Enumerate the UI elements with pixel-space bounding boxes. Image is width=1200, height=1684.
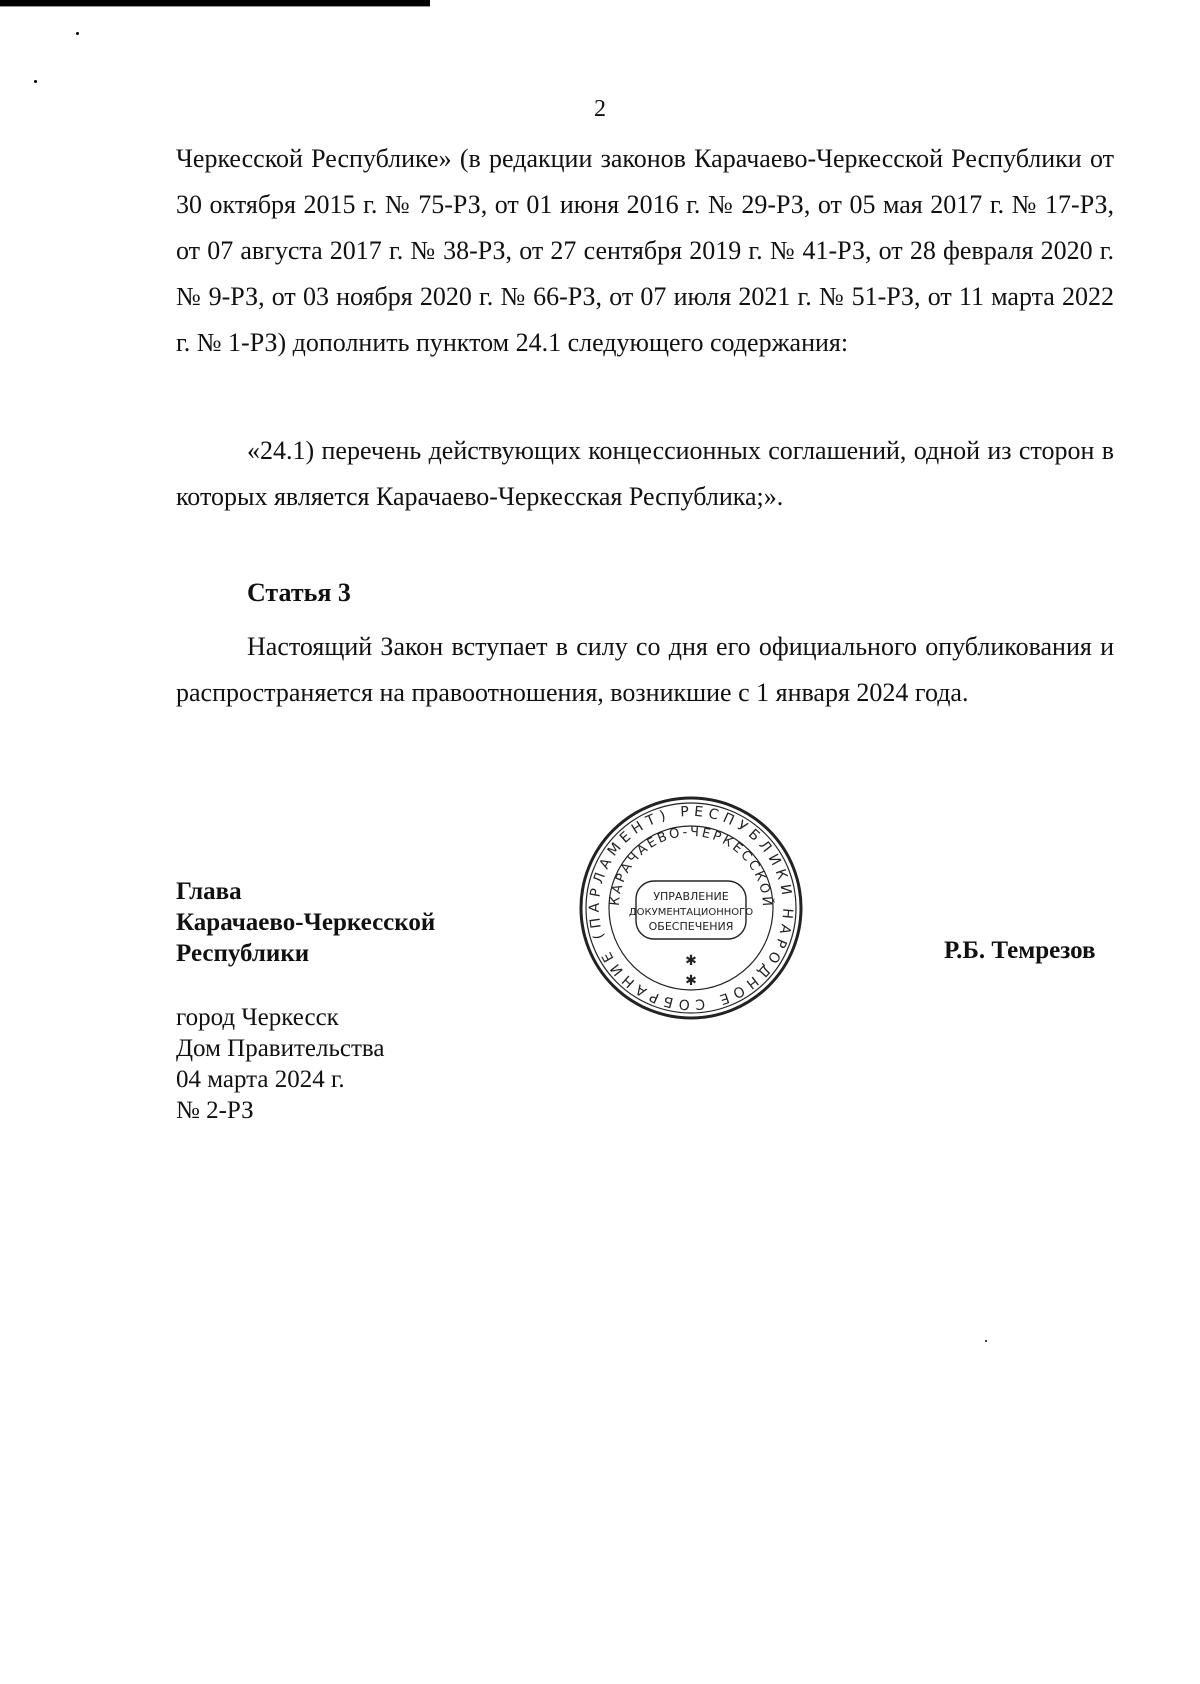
- stamp-center-line: ДОКУМЕНТАЦИОННОГО: [628, 907, 754, 918]
- stamp-center-line: ОБЕСПЕЧЕНИЯ: [648, 920, 734, 933]
- place-city: город Черкесск: [176, 1004, 339, 1031]
- stamp-star-icon: ✱: [685, 973, 697, 989]
- signatory-title-line: Глава: [176, 878, 242, 905]
- signatory-title: [176, 876, 435, 969]
- place-and-date-block: [176, 1002, 384, 1126]
- stamp-outer-text: НАРОДНОЕ СОБРАНИЕ (ПАРЛАМЕНТ) РЕСПУБЛИКИ: [586, 803, 796, 1013]
- signatory-name: Р.Б. Темрезов: [944, 937, 1096, 964]
- new-item-paragraph: «24.1) перечень действующих концессионных соглашений, одной из сторон в которых является Карачаево-Черкесская Республика;».: [176, 436, 1114, 511]
- stamp-star-icon: ✱: [685, 953, 697, 969]
- document-number: № 2-РЗ: [176, 1097, 254, 1124]
- page-number: 2: [594, 96, 606, 122]
- signatory-title-line: Республики: [176, 940, 310, 967]
- amendment-paragraph: Черкесской Республике» (в редакции законов Карачаево-Черкесской Республики от 30 октября 2015 г. № 75-РЗ, от 01 июня 2016 г. № 29-РЗ, от 05 мая 2017 г. № 17-РЗ, от 07 августа 2017 г. № 38-РЗ, от 27 сентября 2019 г. № 41-РЗ, от 28 февраля 2020 г. № 9-РЗ, от 03 ноября 2020 г. № 66-РЗ, от 07 июля 2021 г. № 51-РЗ, от 11 марта 2022 г. № 1-РЗ) дополнить пунктом 24.1 следующего содержания:: [176, 144, 1114, 357]
- signatory-title-line: Карачаево-Черкесской: [176, 909, 436, 936]
- scan-speck: [985, 1340, 987, 1342]
- article-3-text: Настоящий Закон вступает в силу со дня его официального опубликования и распространяется на правоотношения, возникшие с 1 января 2024 года.: [176, 632, 1114, 707]
- scan-speck: [76, 32, 79, 35]
- document-date: 04 марта 2024 г.: [176, 1066, 345, 1093]
- scan-edge-line-thin: [0, 6, 430, 7]
- scan-speck: [34, 80, 37, 83]
- article-3-heading: Статья 3: [247, 578, 351, 607]
- official-stamp-icon: [576, 793, 806, 1023]
- place-building: Дом Правительства: [176, 1035, 385, 1062]
- stamp-inner-ring-text: КАРАЧАЕВО-ЧЕРКЕССКОЙ: [607, 824, 775, 910]
- stamp-center-line: УПРАВЛЕНИЕ: [653, 890, 729, 903]
